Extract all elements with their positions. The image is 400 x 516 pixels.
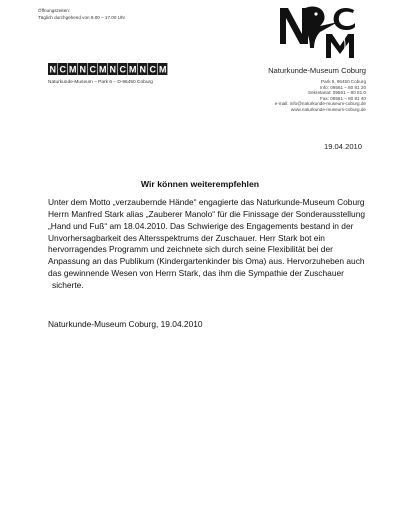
letter-body [48,197,366,292]
organization-email: e-mail: info@naturkunde-museum-coburg.de [274,101,366,107]
organization-info-phone: Info: 09561 – 80 81 20 [320,84,366,90]
opening-hours [38,7,125,21]
ncm-banner [48,63,168,75]
banner-glyph [108,63,117,75]
svg-text:N: N [139,64,146,75]
banner-glyph [58,63,67,75]
organization-block [268,66,366,113]
body-line: „Hand und Fuß“ am 18.04.2010. Das Schwierige des Engagements bestand in der [48,220,354,231]
banner-glyph [88,63,97,75]
banner-glyph [78,63,87,75]
organization-address: Park 6, 96450 Coburg [321,79,366,84]
body-line: hervorragendes Programm und zeichnete sich durch seine Flexibilität bei der [48,244,333,255]
banner-glyph [98,63,107,75]
body-line: Anpassung an das Publikum (Kindergartenkinder bis Oma) aus. Hervorzuheben auch [48,256,365,267]
museum-logo [276,4,366,60]
body-line: Unter dem Motto „verzaubernde Hände“ engagierte das Naturkunde-Museum Coburg [48,197,365,207]
svg-text:M: M [158,64,167,75]
svg-text:C: C [59,64,66,75]
letter-date: 19.04.2010 [323,142,362,151]
banner-glyph [68,63,77,75]
svg-text:M: M [98,64,107,75]
banner-glyph [128,63,137,75]
organization-website: www.naturkunde-museum-coburg.de [290,106,366,112]
svg-text:N: N [79,64,86,75]
svg-text:M: M [68,64,77,75]
banner-glyph [138,63,147,75]
organization-fax: Fax: 09561 – 80 81 40 [320,95,366,101]
signature-line: Naturkunde-Museum Coburg, 19.04.2010 [48,319,203,329]
banner-glyph [48,63,57,75]
letter-heading: Wir können weiterempfehlen [140,179,260,189]
body-line: das gewinnende Wesen von Herrn Stark, das ihm die Sympathie der Zuschauer [48,268,344,279]
opening-hours-title: Öffnungszeiten: [38,8,71,13]
banner-glyph [118,63,127,75]
svg-text:N: N [49,64,56,75]
svg-text:N: N [109,64,116,75]
body-line: Herrn Manfred Stark alias „Zauberer Manolo“ für die Finissage der Sonderausstellung [48,208,366,219]
svg-text:C: C [149,64,156,75]
banner-glyph [148,63,157,75]
svg-text:C: C [119,64,126,75]
body-line: sicherte. [52,279,84,290]
organization-office-phone: Sekretariat: 09561 – 80 81 0 [308,90,366,96]
opening-hours-line: Täglich durchgehend von 9.00 – 17.00 Uhr [38,15,126,20]
banner-glyph [158,63,167,75]
svg-text:M: M [128,64,137,75]
body-line: Unvorhersagbarkeit des Altersspektrums der Zuschauer. Herr Stark bot ein [48,232,325,243]
organization-name: Naturkunde-Museum Coburg [268,66,366,75]
svg-text:C: C [89,64,96,75]
sender-address-line: Naturkunde-Museum – Park 6 – D-96450 Coburg [48,80,153,85]
